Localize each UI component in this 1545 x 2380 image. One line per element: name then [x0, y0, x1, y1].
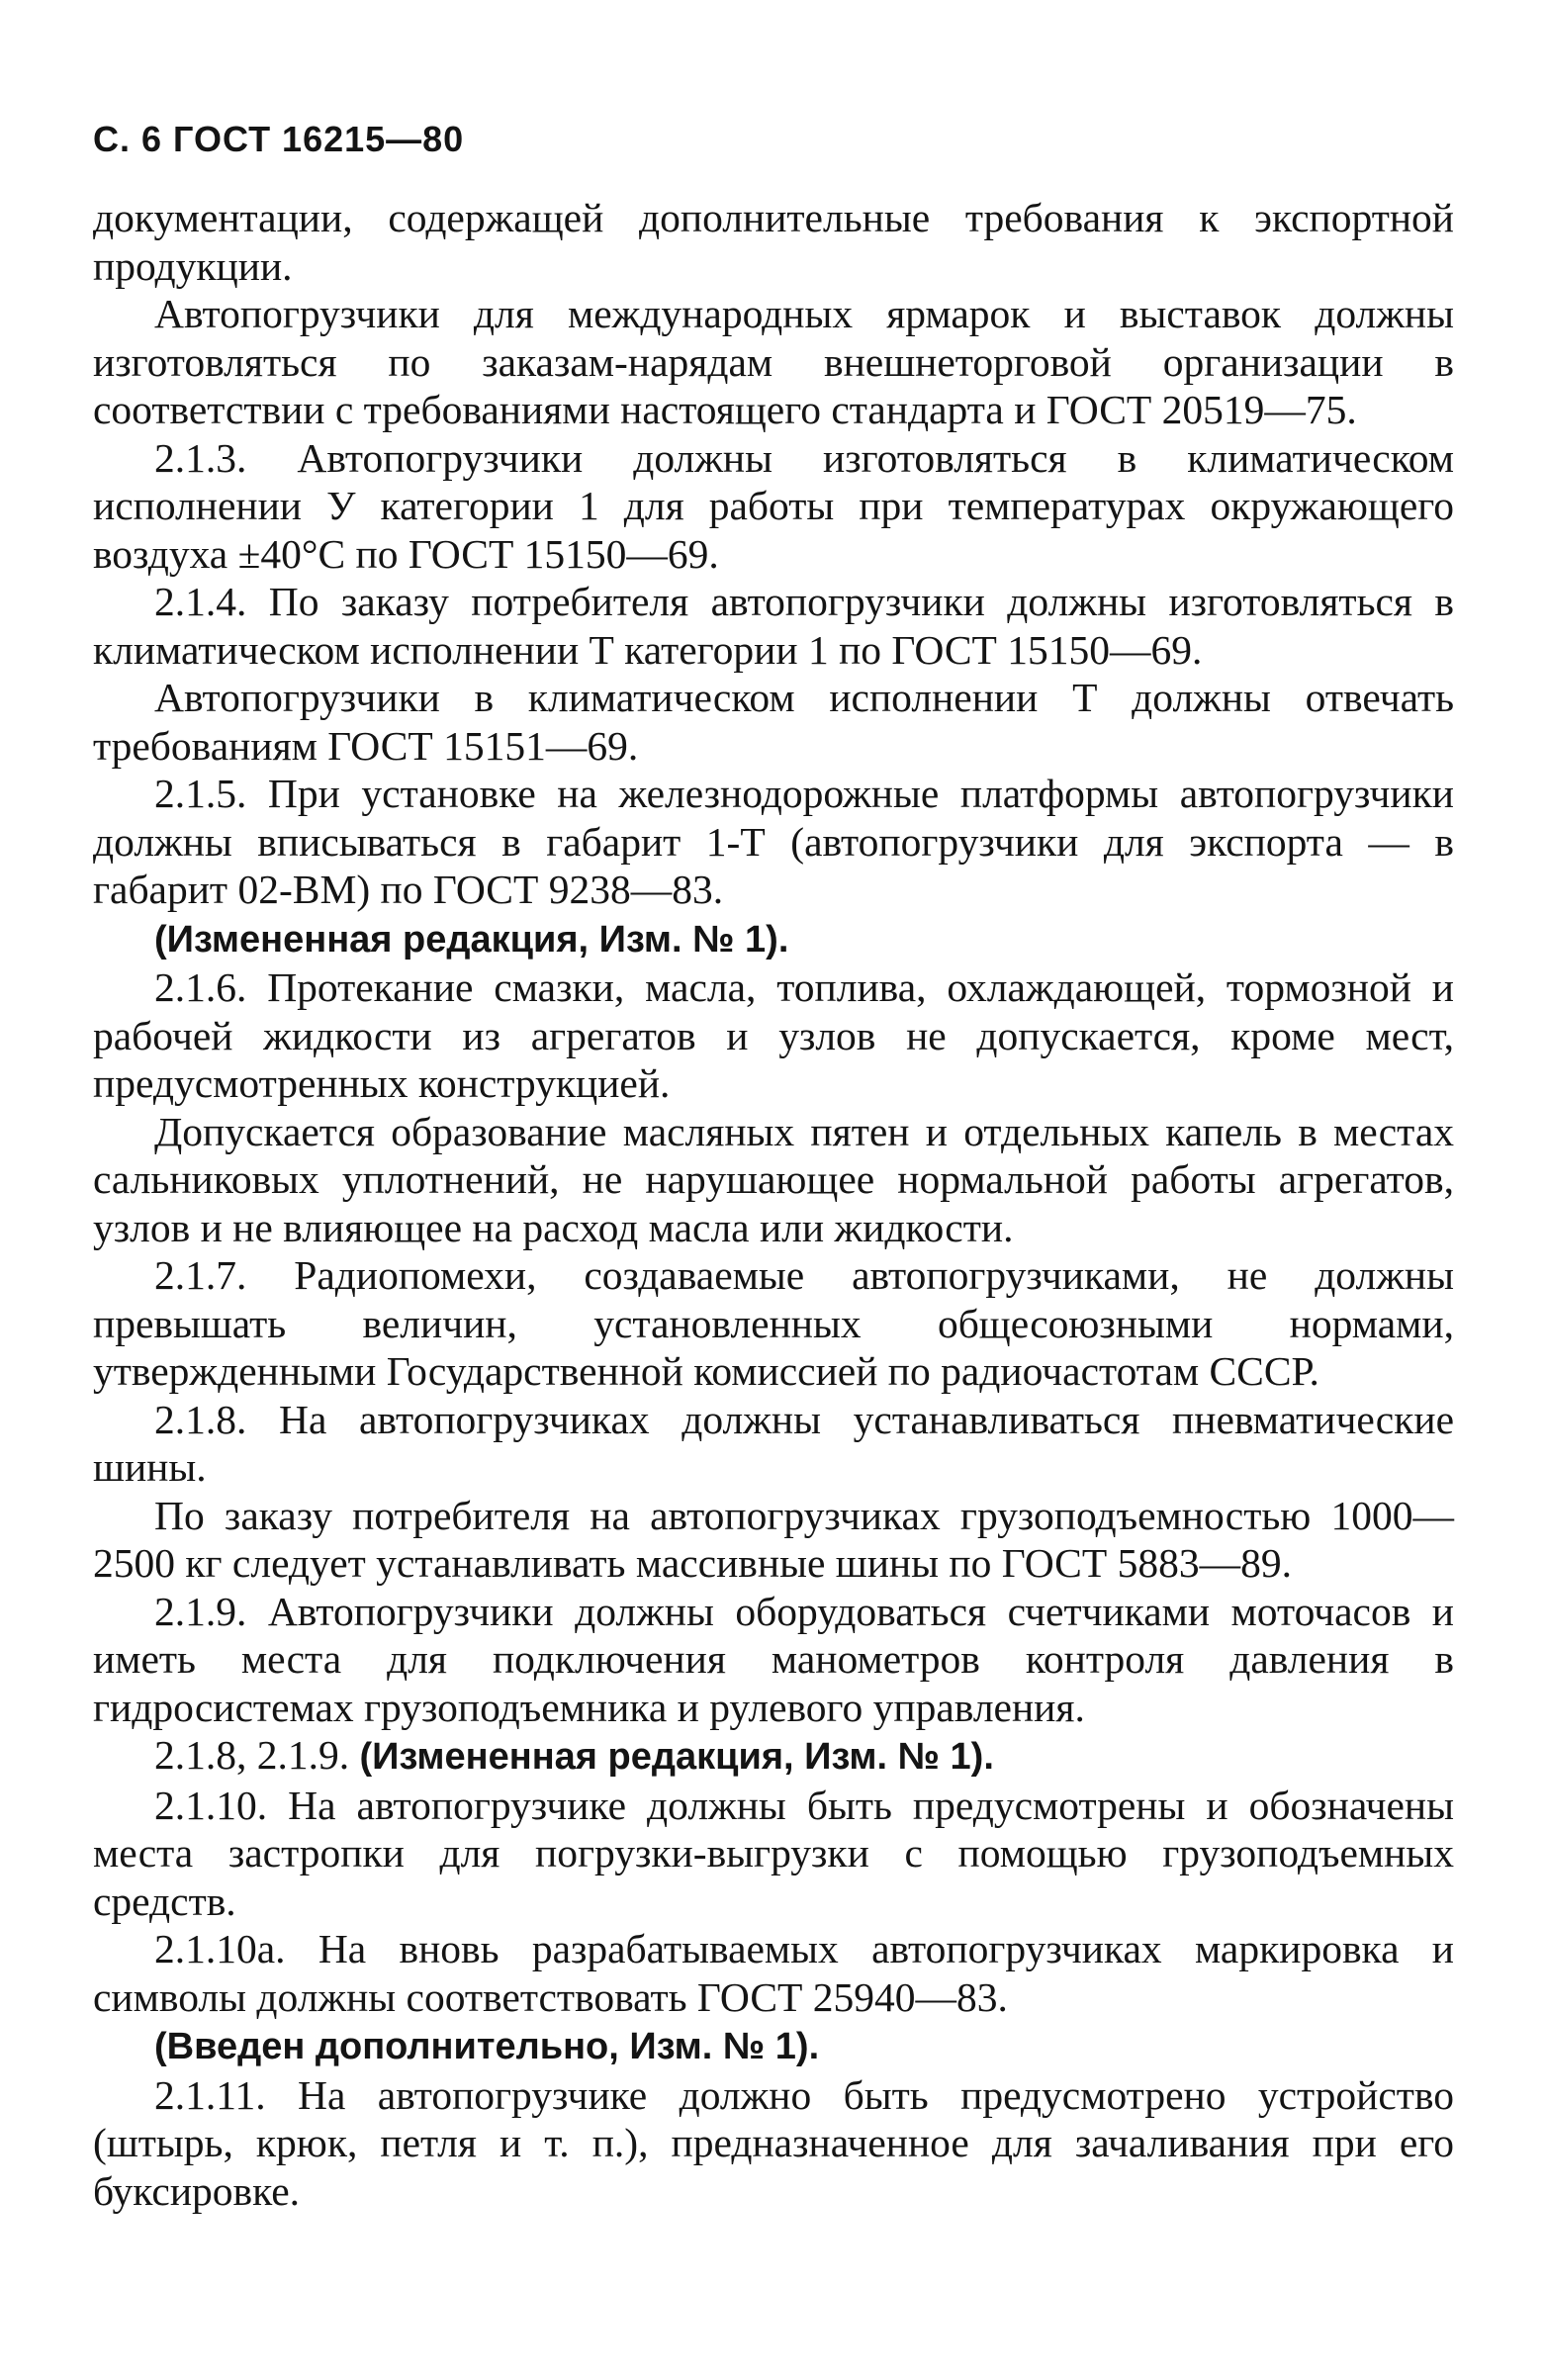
amendment-note-bold: (Измененная редакция, Изм. № 1). [359, 1736, 994, 1778]
paragraph: 2.1.11. На автопогрузчике должно быть предусмотрено устройство (штырь, крюк, петля и т. п.), предназначенное для зачаливания при его буксировке. [93, 2071, 1454, 2214]
paragraph: 2.1.4. По заказу потребителя автопогрузчики должны изготовляться в климатическом исполнении Т категории 1 по ГОСТ 15150—69. [93, 579, 1454, 673]
document-body [93, 194, 1454, 2215]
paragraph: 2.1.10. На автопогрузчике должны быть предусмотрены и обозначены места застропки для погрузки-выгрузки с помощью грузоподъемных средств. [93, 1782, 1454, 1924]
amendment-note [93, 914, 1454, 964]
document-page [93, 119, 1454, 2215]
paragraph: 2.1.5. При установке на железнодорожные платформы автопогрузчики должны вписываться в габарит 1-Т (автопогрузчики для экспорта — в габарит 02-ВМ) по ГОСТ 9238—83. [93, 771, 1454, 912]
paragraph: 2.1.6. Протекание смазки, масла, топлива, охлаждающей, тормозной и рабочей жидкости из агрегатов и узлов не допускается, кроме мест, предусмотренных конструкцией. [93, 964, 1454, 1106]
amendment-note: 2.1.8, 2.1.9. (Измененная редакция, Изм. № 1). [154, 1732, 994, 1778]
page-header: С. 6 ГОСТ 16215—80 [93, 119, 465, 159]
paragraph: Автопогрузчики для международных ярмарок и выставок должны изготовляться по заказам-нарядам внешнеторговой организации в соответствии с требованиями настоящего стандарта и ГОСТ 20519—75. [93, 291, 1454, 432]
amendment-note-bold: (Измененная редакция, Изм. № 1). [154, 918, 789, 961]
amendment-note-bold: (Введен дополнительно, Изм. № 1). [154, 2026, 820, 2067]
amendment-note [93, 2021, 1454, 2071]
paragraph: По заказу потребителя на автопогрузчиках грузоподъемностью 1000—2500 кг следует устанавливать массивные шины по ГОСТ 5883—89. [93, 1492, 1454, 1586]
paragraph: 2.1.8. На автопогрузчиках должны устанавливаться пневматические шины. [93, 1396, 1454, 1490]
paragraph: Допускается образование масляных пятен и отдельных капель в местах сальниковых уплотнений, не нарушающее нормальной работы агрегатов, узлов и не влияющее на расход масла или жидкости. [93, 1108, 1454, 1250]
paragraph: Автопогрузчики в климатическом исполнении Т должны отвечать требованиям ГОСТ 15151—69. [93, 675, 1454, 769]
paragraph: 2.1.10а. На вновь разрабатываемых автопогрузчиках маркировка и символы должны соответствовать ГОСТ 25940—83. [93, 1926, 1454, 2020]
paragraph: 2.1.7. Радиопомехи, создаваемые автопогрузчиками, не должны превышать величин, установленных общесоюзными нормами, утвержденными Государственной комиссией по радиочастотам СССР. [93, 1252, 1454, 1394]
paragraph: документации, содержащей дополнительные требования к экспортной продукции. [93, 195, 1454, 289]
paragraph: 2.1.9. Автопогрузчики должны оборудоваться счетчиками моточасов и иметь места для подключения манометров контроля давления в гидросистемах грузоподъемника и рулевого управления. [93, 1588, 1454, 1730]
paragraph: 2.1.3. Автопогрузчики должны изготовляться в климатическом исполнении У категории 1 для работы при температурах окружающего воздуха ±40°С по ГОСТ 15150—69. [93, 434, 1454, 577]
